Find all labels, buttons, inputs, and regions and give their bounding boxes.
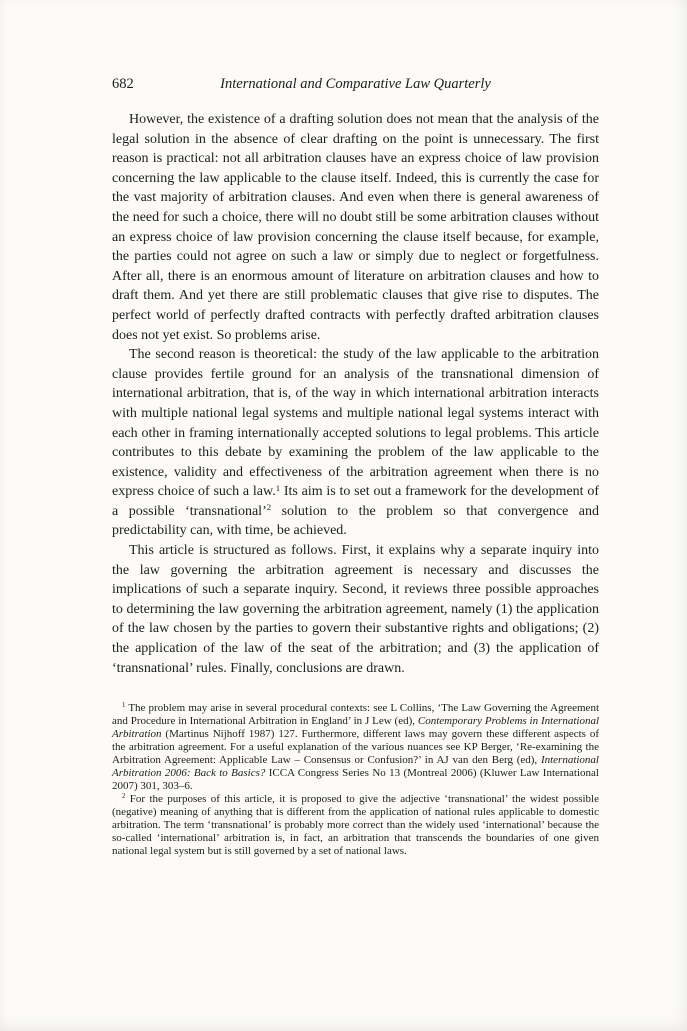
- page-header: [112, 76, 599, 97]
- paragraph-1: However, the existence of a drafting solution does not mean that the analysis of the legal solution in the absence of clear drafting on the point is unnecessary. The first reason is practical: not all arbitration clauses have an express choice of law provision concerning the law applicable to the clause itself. Indeed, this is currently the case for the vast majority of arbitration clauses. And even when there is general awareness of the need for such a choice, there will no doubt still be some arbitration clauses without an express choice of law provision concerning the clause itself because, for example, the parties could not agree on such a law or simply due to neglect or forgetfulness. After all, there is an enormous amount of literature on arbitration clauses and how to draft them. And yet there are still problematic clauses that give rise to disputes. The perfect world of perfectly drafted contracts with perfectly drafted arbitration clauses does not yet exist. So problems arise.: [112, 112, 599, 343]
- page-content: [112, 76, 599, 858]
- footnote-1-book-title-2: International Arbitration 2006: Back to Basics?: [112, 754, 599, 780]
- footnote-1-book-title-1: Contemporary Problems in International Arbitration: [112, 715, 600, 741]
- footnote-1-text-c: ICCA Congress Series No 13 (Montreal 2006) (Kluwer Law International 2007) 301, 303–6.: [112, 767, 599, 793]
- paragraph-2-text-b: Its aim is to set out a framework for the development of a possible ‘transnational’: [112, 484, 599, 519]
- footnote-2: [112, 793, 599, 858]
- footnote-2-marker: 2: [122, 793, 126, 801]
- footnote-ref-2: 2: [266, 502, 272, 513]
- footnote-ref-1: 1: [275, 482, 281, 493]
- footnote-2-text: For the purposes of this article, it is proposed to give the adjective ‘transnational’ the widest possible (negative) meaning of anything that is different from the application of national rules applicable to domestic arbitration. The term ‘transnational’ is probably more correct than the widely used ‘international’ because the so-called ‘international’ arbitration is, in fact, an arbitration that transcends the boundaries of one given national legal system but is still governed by a set of national laws.: [112, 793, 599, 858]
- paragraph-3: This article is structured as follows. First, it explains why a separate inquiry into the law governing the arbitration agreement is necessary and discusses the implications of such a separate inquiry. Second, it reviews three possible approaches to determining the law governing the arbitration agreement, namely (1) the application of the law chosen by the parties to govern their substantive rights and obligations; (2) the application of the law of the seat of the arbitration; and (3) the application of ‘transnational’ rules. Finally, conclusions are drawn.: [112, 543, 599, 676]
- article-body: [112, 110, 599, 678]
- paragraph-2-text-c: solution to the problem so that convergence and predictability can, with time, be achieved.: [112, 503, 599, 539]
- page-number: 682: [112, 76, 134, 92]
- paragraph-2-text-a: The second reason is theoretical: the study of the law applicable to the arbitration clause provides fertile ground for an analysis of the transnational dimension of international arbitration, that is, of the way in which international arbitration interacts with multiple national legal systems and multiple national legal systems interact with each other in framing internationally accepted solutions to legal problems. This article contributes to this debate by examining the problem of the law applicable to the existence, validity and effectiveness of the arbitration agreement when there is no express choice of such a law.: [112, 347, 599, 500]
- footnotes-section: [112, 702, 599, 858]
- footnote-1-marker: 1: [122, 702, 126, 710]
- footnote-1-text-a: The problem may arise in several procedural contexts: see L Collins, ‘The Law Governing the Agreement and Procedure in International Arbitration in England’ in J Lew (ed),: [112, 702, 599, 728]
- paragraph-2: [112, 345, 599, 541]
- footnote-1: [112, 702, 599, 793]
- footnote-1-text-b: (Martinus Nijhoff 1987) 127. Furthermore, different laws may govern these different aspects of the arbitration agreement. For a useful explanation of the various nuances see KP Berger, ‘Re-examining the Arbitration Agreement: Applicable Law – Consensus or Confusion?’ in AJ van den Berg (ed),: [112, 728, 599, 767]
- journal-title: International and Comparative Law Quarterly: [220, 76, 491, 92]
